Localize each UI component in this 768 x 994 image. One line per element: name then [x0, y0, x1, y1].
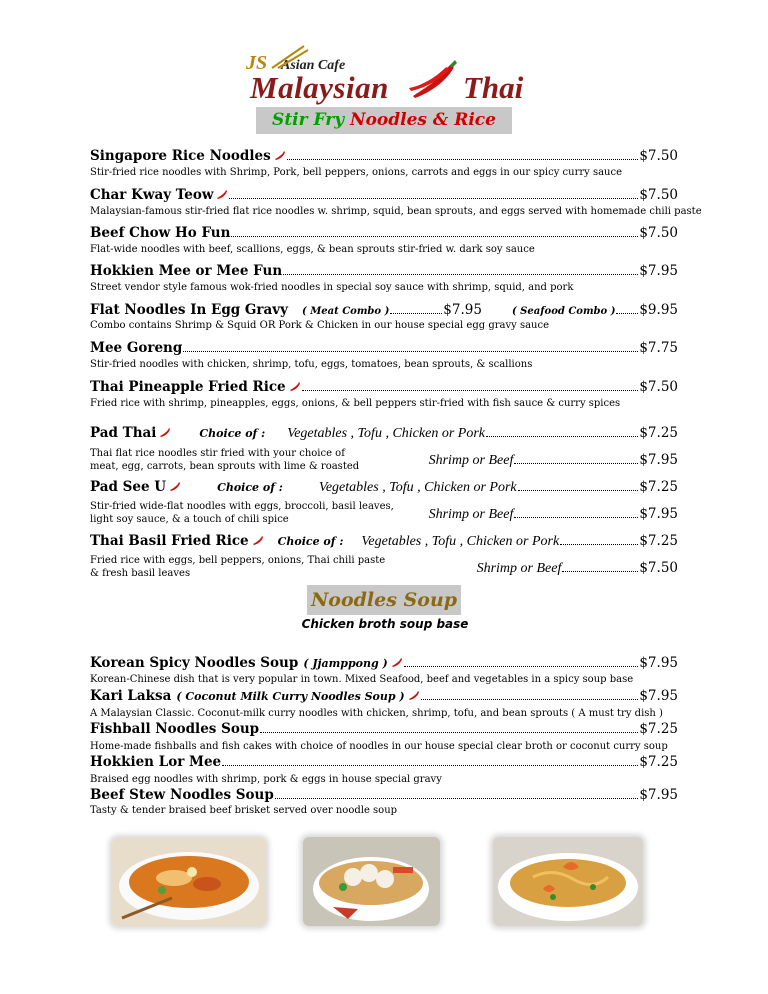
- logo-malaysian: Malaysian: [250, 70, 389, 105]
- menu-item: [90, 340, 678, 356]
- item-note: ( Jjamppong ): [303, 657, 388, 670]
- item-price: $7.50: [639, 225, 678, 241]
- item-name: Hokkien Lor Mee: [90, 754, 222, 770]
- options-premium: Shrimp or Beef: [428, 453, 514, 468]
- item-description: Korean-Chinese dish that is very popular in town. Mixed Seafood, beef and vegetables in a spicy soup base: [90, 674, 634, 685]
- item-name: Thai Pineapple Fried Rice: [90, 379, 286, 395]
- menu-item: [90, 688, 678, 704]
- dot-leader: [560, 535, 638, 545]
- item-name: Korean Spicy Noodles Soup: [90, 655, 299, 671]
- menu-item: [90, 754, 678, 770]
- dot-leader: [514, 454, 638, 464]
- item-description: A Malaysian Classic. Coconut-milk curry noodles with chicken, shrimp, tofu, and bean sprouts ( A must try dish ): [90, 708, 663, 719]
- dot-leader: [390, 304, 442, 314]
- item-price: $7.50: [639, 148, 678, 164]
- item-name: Beef Chow Ho Fun: [90, 225, 231, 241]
- description-line: Thai flat rice noodles stir fried with your choice of: [90, 448, 345, 459]
- price-basic: $7.25: [639, 479, 678, 495]
- item-description: Tasty & tender braised beef brisket served over noodle soup: [90, 805, 398, 816]
- item-description: Malaysian-famous stir-fried flat rice noodles w. shrimp, squid, bean sprouts, and eggs served with homemade chili paste: [90, 206, 702, 217]
- item-name: Pad Thai: [90, 425, 157, 441]
- price-premium: $7.50: [639, 560, 678, 576]
- dot-leader: [404, 657, 639, 667]
- description-line: meat, egg, carrots, bean sprouts with lime & roasted: [90, 461, 360, 472]
- options-basic: Vegetables , Tofu , Chicken or Pork: [287, 426, 485, 441]
- choice-menu-item: [90, 425, 678, 442]
- item-price: $7.25: [639, 721, 678, 737]
- chili-icon: [252, 535, 264, 545]
- logo-asian-cafe: Asian Cafe: [281, 58, 346, 73]
- price-basic: $7.25: [639, 533, 678, 549]
- menu-item: [90, 225, 678, 241]
- menu-item: [90, 655, 678, 671]
- chili-icon: [159, 427, 171, 437]
- chili-icon: [391, 657, 403, 667]
- options-basic: Vegetables , Tofu , Chicken or Pork: [361, 534, 560, 549]
- title-part-noodles: Noodles: [350, 110, 427, 130]
- premium-option-row: [0, 452, 678, 469]
- dot-leader: [283, 265, 638, 275]
- item-price: $9.95: [639, 302, 678, 318]
- dot-leader: [518, 481, 639, 491]
- chili-icon: [216, 189, 228, 199]
- item-description: Stir-fried rice noodles with Shrimp, Pork, bell peppers, onions, carrots and eggs in our spicy curry sauce: [90, 167, 623, 178]
- chili-peppers-icon: [405, 58, 461, 100]
- chili-icon: [274, 150, 286, 160]
- dot-leader: [486, 427, 638, 437]
- item-price: $7.95: [639, 688, 678, 704]
- logo-js: JS: [246, 52, 268, 74]
- choice-label: Choice of :: [199, 427, 266, 440]
- item-name: Mee Goreng: [90, 340, 183, 356]
- dot-leader: [287, 150, 639, 160]
- item-name: Singapore Rice Noodles: [90, 148, 271, 164]
- section-title-stir-fry: [256, 107, 512, 134]
- description-line: & fresh basil leaves: [90, 568, 191, 579]
- premium-option-row: [0, 560, 678, 577]
- item-description: Home-made fishballs and fish cakes with choice of noodles in our house special clear broth or coconut curry soup: [90, 741, 668, 752]
- logo-thai: Thai: [463, 70, 524, 105]
- options-premium: Shrimp or Beef: [428, 507, 514, 522]
- price-premium: $7.95: [639, 452, 678, 468]
- chili-icon: [289, 381, 301, 391]
- item-name: Kari Laksa: [90, 688, 172, 704]
- item-price: $7.50: [639, 187, 678, 203]
- item-description: Fried rice with shrimp, pineapples, eggs, onions, & bell peppers stir-fried with fish sauce & curry spices: [90, 398, 621, 409]
- item-description: Street vendor style famous wok-fried noodles in special soy sauce with shrimp, squid, and pork: [90, 282, 574, 293]
- title-part-rice: & Rice: [432, 110, 496, 130]
- item-name: Hokkien Mee or Mee Fun: [90, 263, 283, 279]
- options-basic: Vegetables , Tofu , Chicken or Pork: [318, 480, 517, 495]
- dot-leader: [514, 508, 638, 518]
- premium-option-row: [0, 506, 678, 523]
- item-description: Stir-fried noodles with chicken, shrimp, tofu, eggs, tomatoes, bean sprouts, & scallions: [90, 359, 533, 370]
- description-line: Fried rice with eggs, bell peppers, onions, Thai chili paste: [90, 555, 386, 566]
- dot-leader: [421, 690, 639, 700]
- item-name: Beef Stew Noodles Soup: [90, 787, 274, 803]
- item-price: $7.75: [639, 340, 678, 356]
- dot-leader: [260, 723, 638, 733]
- dot-leader: [183, 342, 638, 352]
- menu-item: [90, 302, 678, 318]
- title-part-stir-fry: Stir Fry: [272, 110, 345, 130]
- item-name: Char Kway Teow: [90, 187, 214, 203]
- item-price: $7.95: [639, 787, 678, 803]
- price-premium: $7.95: [639, 506, 678, 522]
- options-premium: Shrimp or Beef: [476, 561, 562, 576]
- choice-label: Choice of :: [277, 535, 344, 548]
- item-price: $7.50: [639, 379, 678, 395]
- fishball-soup-photo: [303, 837, 440, 926]
- item-description: Braised egg noodles with shrimp, pork & eggs in house special gravy: [90, 774, 442, 785]
- choice-menu-item: [90, 479, 678, 496]
- item-name: Flat Noodles In Egg Gravy: [90, 302, 288, 318]
- dot-leader: [275, 789, 639, 799]
- item-description: Flat-wide noodles with beef, scallions, eggs, & bean sprouts stir-fried w. dark soy sauce: [90, 244, 535, 255]
- price-basic: $7.25: [639, 425, 678, 441]
- menu-item: [90, 379, 678, 395]
- description-line: Stir-fried wide-flat noodles with eggs, broccoli, basil leaves,: [90, 501, 394, 512]
- dot-leader: [229, 189, 638, 199]
- fried-noodles-photo: [493, 837, 643, 926]
- dot-leader: [562, 562, 638, 572]
- section-subtitle: Chicken broth soup base: [301, 617, 469, 631]
- item-price: $7.95: [639, 655, 678, 671]
- item-name: Pad See U: [90, 479, 167, 495]
- item-name: Fishball Noodles Soup: [90, 721, 260, 737]
- item-price: $7.25: [639, 754, 678, 770]
- laksa-photo: [112, 838, 266, 926]
- menu-item: [90, 263, 678, 279]
- choice-menu-item: [90, 533, 678, 550]
- menu-item: [90, 187, 678, 203]
- dot-leader: [616, 304, 638, 314]
- choice-label: Choice of :: [217, 481, 283, 494]
- menu-item: [90, 148, 678, 164]
- item-price: $7.95: [639, 263, 678, 279]
- section-title-noodles-soup: Noodles Soup: [307, 585, 461, 615]
- chopsticks-icon: [270, 44, 310, 70]
- item-name: Thai Basil Fried Rice: [90, 533, 249, 549]
- meat-combo-label: ( Meat Combo ): [301, 306, 390, 317]
- chili-icon: [169, 481, 181, 491]
- menu-item: [90, 787, 678, 803]
- description-line: light soy sauce, & a touch of chili spice: [90, 514, 289, 525]
- menu-item: [90, 721, 678, 737]
- item-description: Combo contains Shrimp & Squid OR Pork & Chicken in our house special egg gravy sauce: [90, 320, 549, 331]
- dot-leader: [302, 381, 639, 391]
- dot-leader: [231, 227, 638, 237]
- chili-icon: [408, 690, 420, 700]
- meat-combo-price: $7.95: [443, 302, 482, 318]
- item-note: ( Coconut Milk Curry Noodles Soup ): [176, 690, 405, 703]
- dot-leader: [222, 756, 638, 766]
- seafood-combo-label: ( Seafood Combo ): [511, 306, 616, 317]
